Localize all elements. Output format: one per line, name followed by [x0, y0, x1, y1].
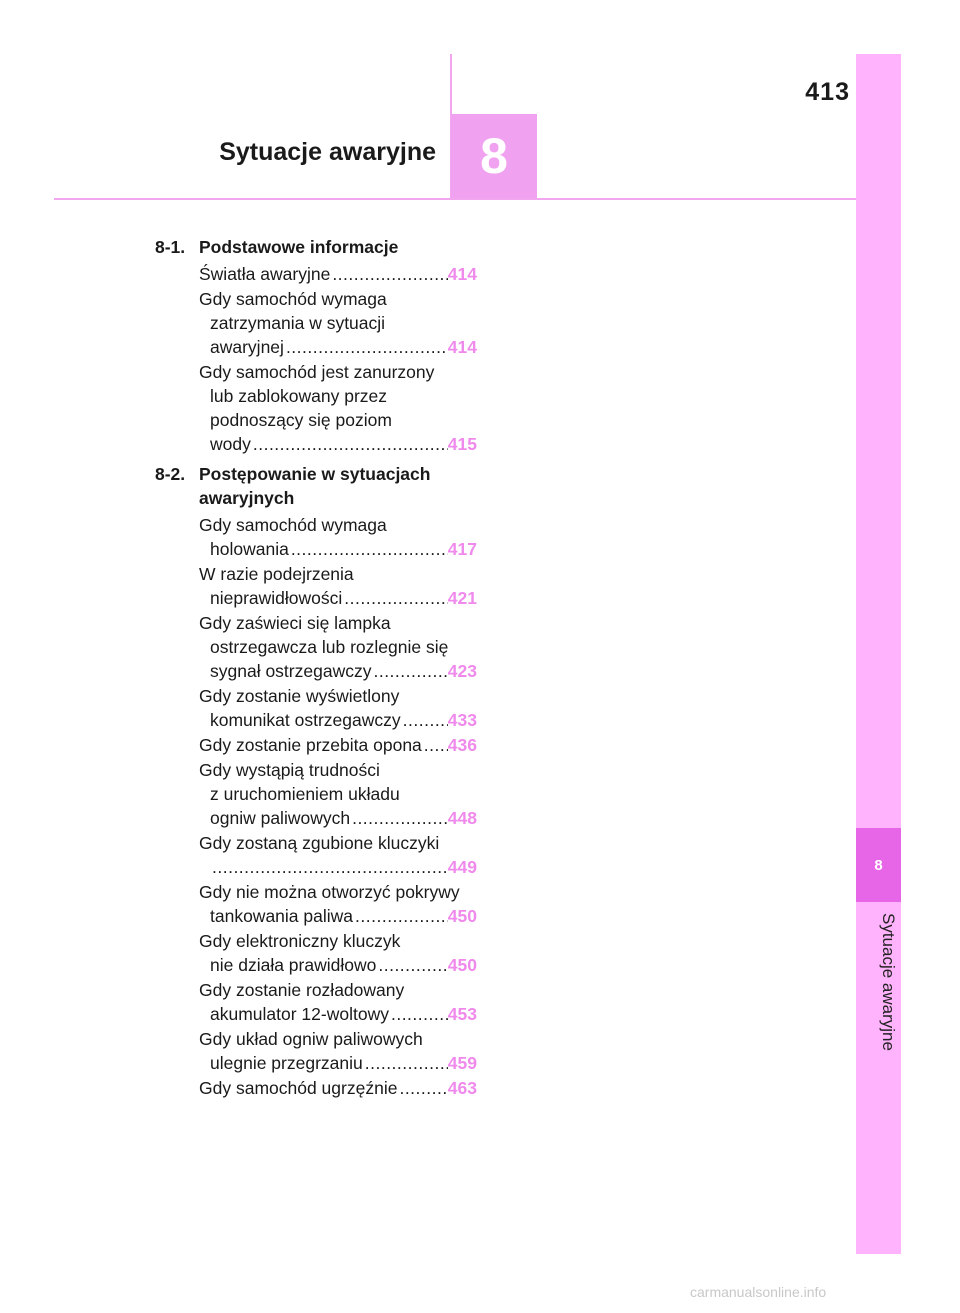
toc-entry-text: awaryjnej	[210, 337, 284, 357]
side-tab-active[interactable]	[856, 828, 901, 902]
toc-entry-text: sygnał ostrzegawczy	[210, 661, 372, 681]
toc-leader-dots	[365, 1051, 448, 1075]
toc-section	[155, 462, 477, 1100]
toc-section-heading	[155, 462, 477, 510]
toc-entry-text: wody	[210, 434, 251, 454]
toc-leader-dots	[424, 733, 448, 757]
toc-entry-text: ulegnie przegrzaniu	[210, 1053, 363, 1073]
toc-entry-text: z uruchomieniem układu	[210, 784, 400, 804]
toc-page-link[interactable]: 448	[447, 808, 477, 828]
header-horizontal-rule	[54, 198, 856, 200]
toc-page-link[interactable]: 450	[447, 955, 477, 975]
toc-entry-text: podnoszący się poziom	[210, 410, 392, 430]
chapter-number: 8	[480, 128, 508, 184]
toc-leader-dots	[286, 335, 448, 359]
toc-entry-text: akumulator 12-woltowy	[210, 1004, 389, 1024]
toc-entry-text: Gdy zaświeci się lampka	[199, 613, 391, 633]
toc-entry[interactable]	[199, 562, 477, 610]
toc-page-link[interactable]: 449	[447, 857, 477, 877]
toc-entry-text: komunikat ostrzegawczy	[210, 710, 401, 730]
toc-entry-text: Gdy nie można otworzyć pokrywy	[199, 882, 460, 902]
toc-section-heading	[155, 235, 477, 259]
toc-leader-dots	[373, 659, 447, 683]
toc-entry[interactable]	[199, 880, 477, 928]
toc-leader-dots	[352, 806, 448, 830]
toc-entry-text: lub zablokowany przez	[210, 386, 388, 406]
toc-entry-text: nie działa prawidłowo	[210, 955, 377, 975]
toc-leader-dots	[399, 1076, 447, 1100]
toc-entry-text: nieprawidłowości	[210, 588, 343, 608]
toc-entry-text: Gdy samochód ugrzęźnie	[199, 1078, 398, 1098]
toc-leader-dots	[403, 708, 448, 732]
toc-entry[interactable]	[199, 262, 477, 286]
toc-page-link[interactable]: 417	[447, 539, 477, 559]
toc-entry-text: Gdy wystąpią trudności	[199, 760, 380, 780]
toc-page-link[interactable]: 436	[447, 735, 477, 755]
toc-entry[interactable]	[199, 733, 477, 757]
toc-page-link[interactable]: 414	[447, 264, 477, 284]
chapter-title: Sytuacje awaryjne	[219, 138, 436, 166]
toc-page-link[interactable]: 414	[447, 337, 477, 357]
toc-leader-dots	[332, 262, 447, 286]
toc-entry-text: Gdy zostanie rozładowany	[199, 980, 405, 1000]
toc-entry[interactable]	[199, 758, 477, 830]
toc-leader-dots	[212, 855, 448, 879]
toc-page-link[interactable]: 423	[447, 661, 477, 681]
table-of-contents	[155, 235, 477, 1106]
toc-entry-text: W razie podejrzenia	[199, 564, 354, 584]
toc-entry-text: tankowania paliwa	[210, 906, 354, 926]
side-tab-label: Sytuacje awaryjne	[879, 913, 898, 1051]
toc-entry[interactable]	[199, 1027, 477, 1075]
toc-entry[interactable]	[199, 287, 477, 359]
toc-entry[interactable]	[199, 360, 477, 456]
toc-section-number: 8-2.	[155, 464, 186, 484]
toc-entry-text: zatrzymania w sytuacji	[210, 313, 386, 333]
toc-page-link[interactable]: 433	[447, 710, 477, 730]
toc-page-link[interactable]: 459	[447, 1053, 477, 1073]
toc-entry-text: Gdy samochód wymaga	[199, 515, 387, 535]
site-watermark: carmanualsonline.info	[690, 1284, 827, 1300]
toc-page-link[interactable]: 450	[447, 906, 477, 926]
toc-page-link[interactable]: 415	[447, 434, 477, 454]
toc-leader-dots	[344, 586, 448, 610]
toc-entry[interactable]	[199, 684, 477, 732]
toc-section-number: 8-1.	[155, 237, 186, 257]
side-tab-number: 8	[874, 856, 883, 874]
toc-entry-text: Gdy zostanie przebita opona	[199, 735, 422, 755]
toc-entry[interactable]	[199, 513, 477, 561]
toc-page-link[interactable]: 463	[447, 1078, 477, 1098]
toc-entry[interactable]	[199, 978, 477, 1026]
toc-entry-text: Gdy zostaną zgubione kluczyki	[199, 833, 440, 853]
toc-section-title: Postępowanie w sytuacjach awaryjnych	[199, 464, 431, 508]
toc-leader-dots	[378, 953, 447, 977]
side-thumb-index	[856, 54, 901, 1254]
toc-entry-text: ostrzegawcza lub rozlegnie się	[210, 637, 449, 657]
toc-entry-text: Gdy samochód jest zanurzony	[199, 362, 435, 382]
toc-entry[interactable]	[199, 1076, 477, 1100]
toc-leader-dots	[253, 432, 448, 456]
toc-entry-text: ogniw paliwowych	[210, 808, 351, 828]
toc-entry-text: holowania	[210, 539, 289, 559]
toc-entry-text: Światła awaryjne	[199, 264, 331, 284]
toc-entry[interactable]	[199, 929, 477, 977]
toc-leader-dots	[391, 1002, 448, 1026]
toc-entry-text: Gdy układ ogniw paliwowych	[199, 1029, 423, 1049]
chapter-number-box	[451, 114, 537, 198]
toc-entry[interactable]	[199, 831, 477, 879]
toc-leader-dots	[291, 537, 448, 561]
toc-page-link[interactable]: 453	[447, 1004, 477, 1024]
toc-entry-text: Gdy elektroniczny kluczyk	[199, 931, 401, 951]
toc-entry-text: Gdy samochód wymaga	[199, 289, 387, 309]
page-number: 413	[805, 78, 850, 106]
toc-section	[155, 235, 477, 456]
toc-page-link[interactable]: 421	[447, 588, 477, 608]
toc-section-title: Podstawowe informacje	[199, 237, 399, 257]
toc-entry[interactable]	[199, 611, 477, 683]
toc-leader-dots	[355, 904, 448, 928]
toc-entry-text: Gdy zostanie wyświetlony	[199, 686, 400, 706]
